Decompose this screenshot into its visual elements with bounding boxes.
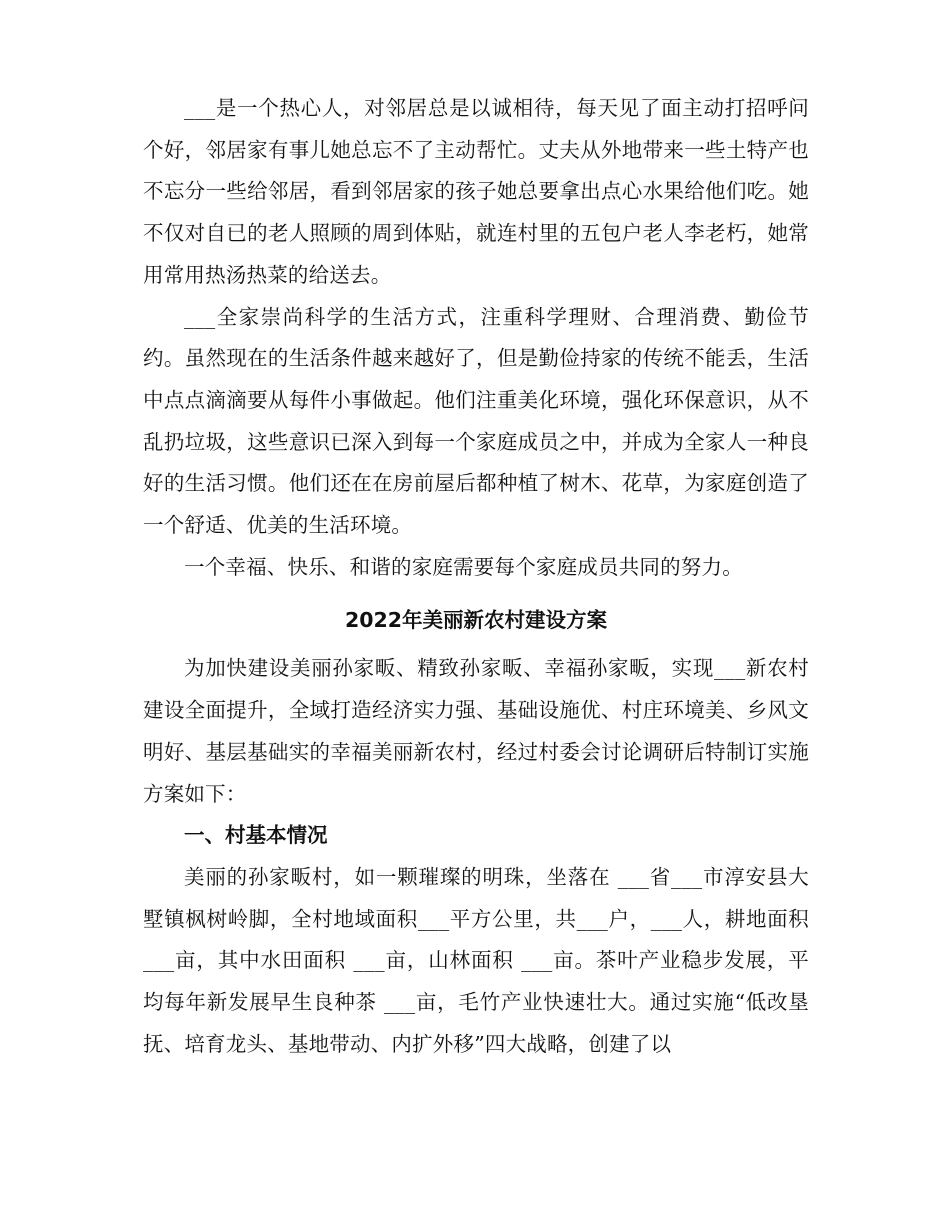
paragraph-happy-family: 一个幸福、快乐、和谐的家庭需要每个家庭成员共同的努力。 bbox=[184, 554, 743, 579]
document-title: 2022年美丽新农村建设方案 bbox=[344, 608, 608, 633]
section-heading-village-overview: 一、村基本情况 bbox=[184, 823, 328, 848]
document-body bbox=[143, 88, 809, 1065]
paragraph-neighbor-helper: ___是一个热心人，对邻居总是以诚相待，每天见了面主动打招呼问个好，邻居家有事儿她总忘不了主动帮忙。丈夫从外地带来一些土特产也不忘分一些给邻居，看到邻居家的孩子她总要拿出点心水果给他们吃。她不仅对自已的老人照顾的周到体贴，就连村里的五包户老人李老朽，她常用常用热汤热菜的给送去。 bbox=[143, 96, 809, 287]
paragraph-plan-intro: 为加快建设美丽孙家畈、精致孙家畈、幸福孙家畈，实现___新农村建设全面提升，全域打造经济实力强、基础设施优、村庄环境美、乡风文明好、基层基础实的幸福美丽新农村，经过村委会讨论调研后特制订实施方案如下： bbox=[143, 656, 809, 806]
paragraph-village-overview: 美丽的孙家畈村，如一颗璀璨的明珠，坐落在 ___省___市淳安县大墅镇枫树岭脚，全村地域面积___平方公里，共___户，___人，耕地面积___亩，其中水田面积 ___亩，山林面积 ___亩。茶叶产业稳步发展，平均每年新发展早生良种茶 ___亩，毛竹产业快速壮大。通过实施“低改垦抚、培育龙头、基地带动、内扩外移”四大战略，创建了以 bbox=[143, 864, 809, 1056]
paragraph-scientific-lifestyle: ___全家崇尚科学的生活方式，注重科学理财、合理消费、勤俭节约。虽然现在的生活条件越来越好了，但是勤俭持家的传统不能丢，生活中点点滴滴要从每件小事做起。他们注重美化环境，强化环保意识，从不乱扔垃圾，这些意识已深入到每一个家庭成员之中，并成为全家人一种良好的生活习惯。他们还在在房前屋后都种植了树木、花草，为家庭创造了一个舒适、优美的生活环境。 bbox=[143, 304, 809, 538]
